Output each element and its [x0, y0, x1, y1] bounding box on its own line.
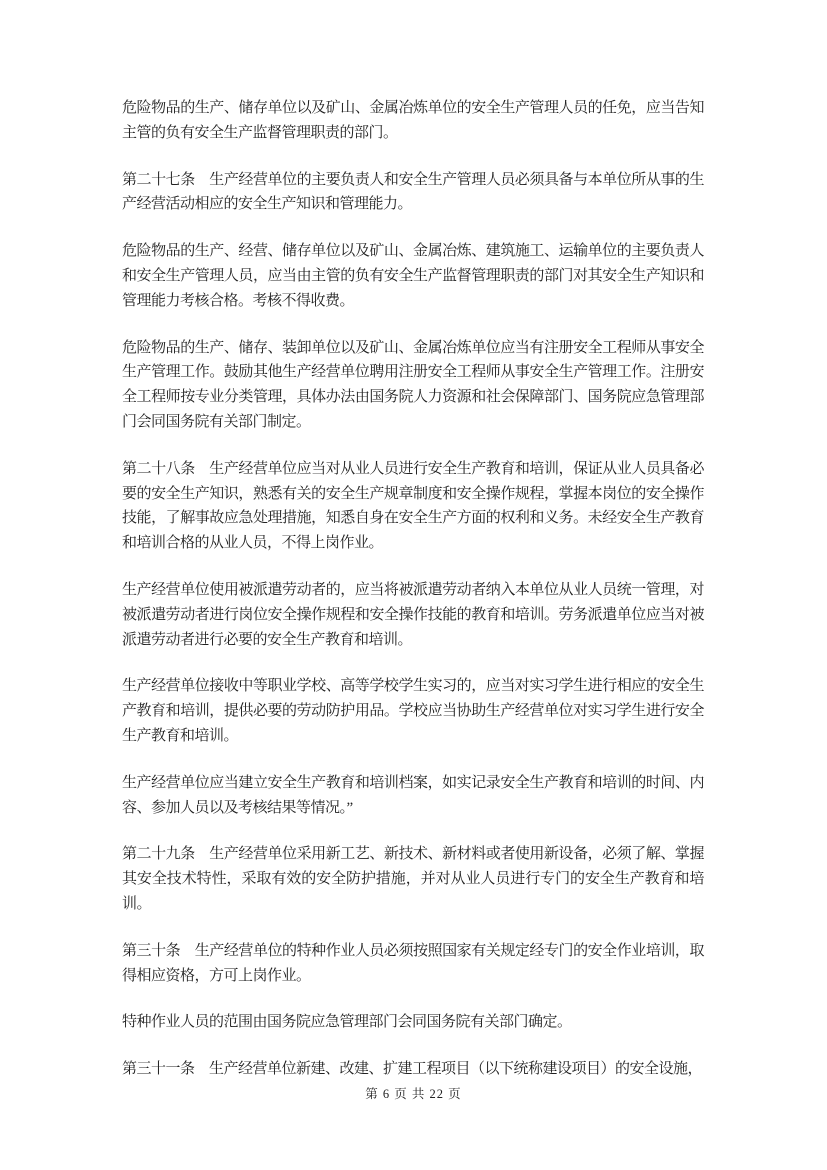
page-number: 第 6 页 共 22 页 — [365, 1087, 462, 1101]
paragraph-article-29: 第二十九条 生产经营单位采用新工艺、新技术、新材料或者使用新设备，必须了解、掌握其安全技术特性，采取有效的安全防护措施，并对从业人员进行专门的安全生产教育和培训。 — [122, 846, 704, 912]
paragraph-article-27: 第二十七条 生产经营单位的主要负责人和安全生产管理人员必须具备与本单位所从事的生产经营活动相应的安全生产知识和管理能力。 — [122, 171, 704, 213]
paragraph: 生产经营单位使用被派遣劳动者的，应当将被派遣劳动者纳入本单位从业人员统一管理，对被派遣劳动者进行岗位安全操作规程和安全操作技能的教育和培训。劳务派遣单位应当对被派遣劳动者进行必要的安全生产教育和培训。 — [122, 581, 704, 648]
document-body — [122, 96, 704, 1082]
paragraph-article-30: 第三十条 生产经营单位的特种作业人员必须按照国家有关规定经专门的安全作业培训，取得相应资格，方可上岗作业。 — [122, 942, 704, 984]
paragraph: 危险物品的生产、储存单位以及矿山、金属冶炼单位的安全生产管理人员的任免，应当告知主管的负有安全生产监督管理职责的部门。 — [122, 100, 704, 141]
paragraph-article-28: 第二十八条 生产经营单位应当对从业人员进行安全生产教育和培训，保证从业人员具备必要的安全生产知识，熟悉有关的安全生产规章制度和安全操作规程，掌握本岗位的安全操作技能，了解事故应急处理措施，知悉自身在安全生产方面的权利和义务。未经安全生产教育和培训合格的从业人员，不得上岗作业。 — [122, 460, 704, 552]
paragraph: 危险物品的生产、储存、装卸单位以及矿山、金属冶炼单位应当有注册安全工程师从事安全生产管理工作。鼓励其他生产经营单位聘用注册安全工程师从事安全生产管理工作。注册安全工程师按专业分类管理，具体办法由国务院人力资源和社会保障部门、国务院应急管理部门会同国务院有关部门制定。 — [122, 339, 704, 430]
paragraph: 特种作业人员的范围由国务院应急管理部门会同国务院有关部门确定。 — [122, 1014, 572, 1031]
paragraph: 危险物品的生产、经营、储存单位以及矿山、金属冶炼、建筑施工、运输单位的主要负责人和安全生产管理人员，应当由主管的负有安全生产监督管理职责的部门对其安全生产知识和管理能力考核合格。考核不得收费。 — [122, 243, 704, 309]
paragraph: 生产经营单位应当建立安全生产教育和培训档案，如实记录安全生产教育和培训的时间、内容、参加人员以及考核结果等情况。” — [122, 774, 704, 816]
page-footer — [0, 1084, 827, 1102]
paragraph: 生产经营单位接收中等职业学校、高等学校学生实习的，应当对实习学生进行相应的安全生产教育和培训，提供必要的劳动防护用品。学校应当协助生产经营单位对实习学生进行安全生产教育和培训。 — [122, 678, 704, 744]
paragraph-article-31: 第三十一条 生产经营单位新建、改建、扩建工程项目（以下统称建设项目）的安全设施， — [122, 1061, 703, 1078]
